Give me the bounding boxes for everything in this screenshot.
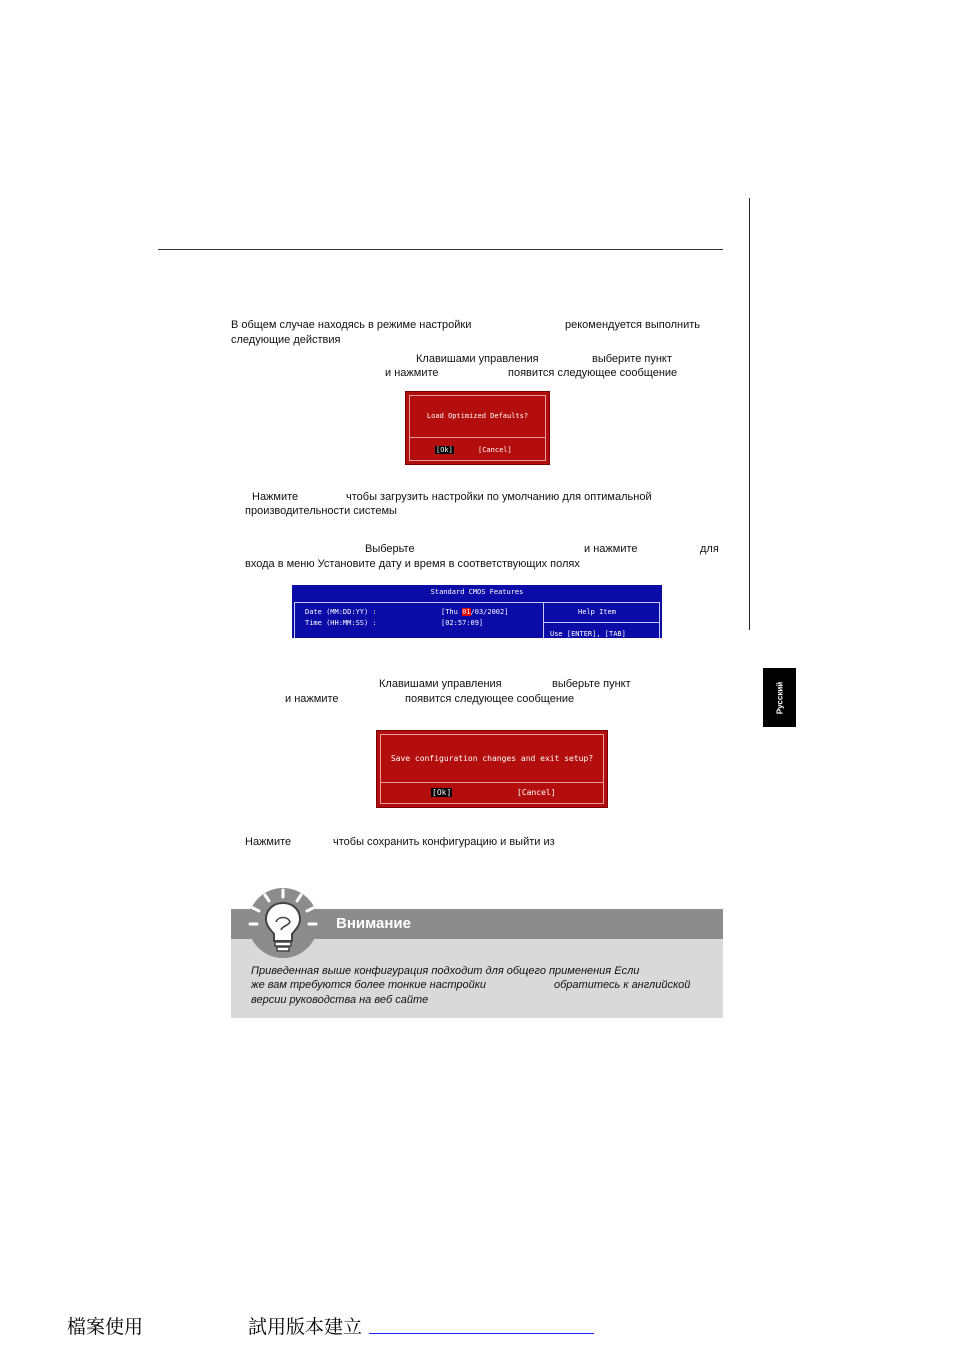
dialog-frame <box>380 734 604 804</box>
cmos-features-screen <box>292 585 662 638</box>
time-value[interactable]: [02:57:09] <box>441 619 484 627</box>
footer-link-underline[interactable] <box>369 1333 594 1334</box>
step2-line1b: и нажмите <box>584 543 638 555</box>
ok-button[interactable]: [Ok] <box>436 446 453 454</box>
dialog-message: Load Optimized Defaults? <box>426 412 529 420</box>
save-exit-dialog <box>376 730 608 808</box>
help-item-title: Help Item <box>578 608 616 616</box>
dialog-separator <box>409 437 546 438</box>
cancel-button[interactable]: [Cancel] <box>478 446 512 454</box>
cmos-title: Standard CMOS Features <box>430 588 524 596</box>
step1-line1b: выберите пункт <box>592 353 672 365</box>
step1-line1a: Клавишами управления <box>416 353 539 365</box>
date-value-highlight: 01 <box>462 608 471 616</box>
intro-line1a: В общем случае находясь в режиме настройки <box>231 319 472 331</box>
cancel-button[interactable]: [Cancel] <box>517 788 556 797</box>
footer-right-text: 試用版本建立 <box>248 1316 363 1338</box>
date-label: Date (MM:DD:YY) : <box>305 608 377 616</box>
time-label: Time (HH:MM:SS) : <box>305 619 377 627</box>
footer-left-text: 檔案使用 <box>67 1316 144 1338</box>
date-value[interactable] <box>441 608 508 616</box>
note-line2a: же вам требуются более тонкие настройки <box>251 979 487 991</box>
language-tab-label: Русский <box>775 681 784 714</box>
intro-line1b: рекомендуется выполнить <box>565 319 701 331</box>
intro-line2: следующие действия <box>231 334 341 346</box>
step2-line1c: для <box>700 543 719 555</box>
help-item-text: Use [ENTER], [TAB] <box>550 630 626 638</box>
ok-button[interactable]: [Ok] <box>432 788 452 797</box>
dialog-separator <box>380 782 604 783</box>
cmos-divider <box>543 602 544 638</box>
cmos-help-divider <box>543 622 660 623</box>
step3-line1a: Клавишами управления <box>379 678 502 690</box>
step3-line1b: выберьте пункт <box>552 678 631 690</box>
step1-line2b: появится следующее сообщение <box>508 367 678 379</box>
lightbulb-icon <box>246 886 320 960</box>
step2-line2: входа в меню Установите дату и время в соответствующих полях <box>245 558 580 570</box>
step1-result-line1a: Нажмите <box>252 491 299 503</box>
step3-result-line1a: Нажмите <box>245 836 292 848</box>
note-line1: Приведенная выше конфигурация подходит для общего применения Если <box>251 965 640 977</box>
dialog-message: Save configuration changes and exit setup? <box>390 754 594 763</box>
date-value-suffix: /03/2002] <box>470 608 509 616</box>
step1-line2a: и нажмите <box>385 367 439 379</box>
load-defaults-dialog <box>405 391 550 465</box>
step1-result-line2: производительности системы <box>245 505 397 517</box>
step3-line2b: появится следующее сообщение <box>405 693 575 705</box>
note-title: Внимание <box>336 915 411 932</box>
date-value-prefix: [Thu <box>441 608 463 616</box>
step3-line2a: и нажмите <box>285 693 339 705</box>
step3-result-line1b: чтобы сохранить конфигурацию и выйти из <box>333 836 555 848</box>
note-line3: версии руководства на веб сайте <box>251 994 429 1006</box>
step2-line1a: Выберьте <box>365 543 415 555</box>
side-rule <box>749 198 750 630</box>
step1-result-line1b: чтобы загрузить настройки по умолчанию для оптимальной <box>346 491 652 503</box>
language-tab <box>763 668 796 727</box>
note-line2b: обратитесь к английской <box>554 979 691 991</box>
top-rule <box>158 249 723 250</box>
